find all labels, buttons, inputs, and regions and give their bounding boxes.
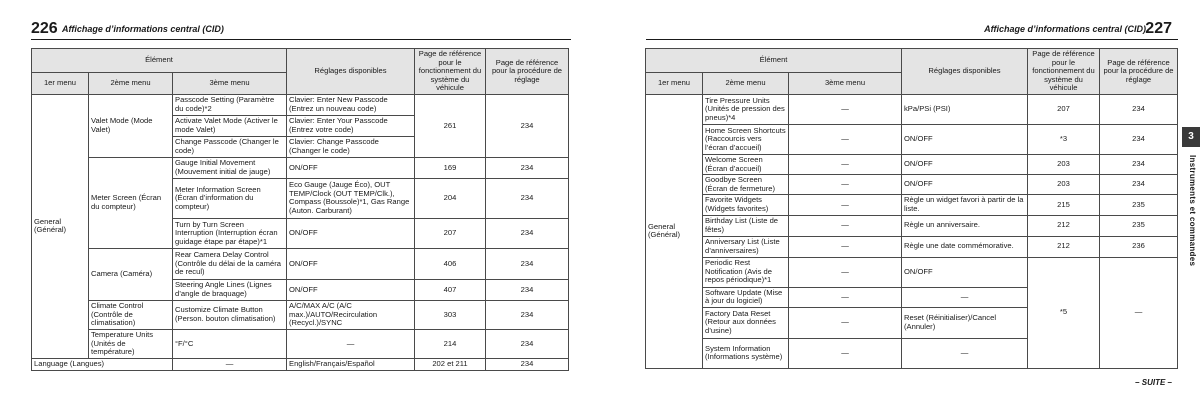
proc-cell: 235	[1100, 215, 1178, 236]
table-row	[646, 195, 1178, 215]
right-page	[600, 0, 1200, 402]
settings-cell: —	[287, 329, 415, 358]
menu2-cell: Camera (Caméra)	[89, 248, 173, 300]
ref-cell: 203	[1028, 175, 1100, 195]
ref-procedure-header: Page de référence pour la procédure de réglage	[486, 49, 569, 95]
menu3-cell: Activate Valet Mode (Activer le mode Valet)	[173, 115, 287, 136]
menu3-cell: Meter Information Screen (Écran d’information du compteur)	[173, 178, 287, 218]
menu3-header: 3ème menu	[173, 72, 287, 94]
ref-cell: 215	[1028, 195, 1100, 215]
element-header: Élément	[646, 49, 902, 73]
menu3-cell: —	[789, 154, 902, 174]
menu1-cell: General (Général)	[646, 94, 703, 368]
menu1-header: 1er menu	[646, 72, 703, 94]
proc-cell: 234	[486, 329, 569, 358]
menu2-cell: System Information (Informations système)	[703, 338, 789, 368]
menu1-header: 1er menu	[32, 72, 89, 94]
menu3-cell: —	[173, 358, 287, 370]
settings-cell: Clavier: Enter Your Passcode (Entrez votre code)	[287, 115, 415, 136]
proc-cell: 234	[1100, 124, 1178, 154]
table-row	[32, 94, 569, 115]
settings-cell: Eco Gauge (Jauge Éco), OUT TEMP/Clock (OUT TEMP/Clk.), Compass (Boussole)*1, Gas Range (Auton. Carburant)	[287, 178, 415, 218]
menu3-cell: —	[789, 175, 902, 195]
table-row	[646, 124, 1178, 154]
proc-cell: 234	[486, 248, 569, 279]
ref-cell: 207	[1028, 94, 1100, 124]
menu2-cell: Tire Pressure Units (Unités de pression des pneus)*4	[703, 94, 789, 124]
menu3-cell: —	[789, 257, 902, 287]
right-header-rule	[646, 39, 1178, 40]
settings-cell: Clavier: Enter New Passcode (Entrez un nouveau code)	[287, 94, 415, 115]
menu3-cell: Steering Angle Lines (Lignes d’angle de braquage)	[173, 279, 287, 300]
table-row	[32, 358, 569, 370]
proc-cell: —	[1100, 257, 1178, 368]
ref-function-header: Page de référence pour le fonctionnement du système du véhicule	[415, 49, 486, 95]
menu2-cell: Factory Data Reset (Retour aux données d’usine)	[703, 307, 789, 338]
ref-cell: 406	[415, 248, 486, 279]
ref-cell: 169	[415, 157, 486, 178]
proc-cell: 234	[486, 218, 569, 248]
proc-cell: 234	[486, 178, 569, 218]
ref-cell: 202 et 211	[415, 358, 486, 370]
menu2-cell: Favorite Widgets (Widgets favorites)	[703, 195, 789, 215]
menu3-cell: —	[789, 236, 902, 257]
chapter-label: Instruments et commandes	[1188, 155, 1197, 267]
settings-cell: ON/OFF	[287, 218, 415, 248]
ref-cell: 207	[415, 218, 486, 248]
menu3-cell: —	[789, 195, 902, 215]
proc-cell: 235	[1100, 195, 1178, 215]
menu3-cell: —	[789, 215, 902, 236]
right-page-header	[600, 20, 1200, 38]
menu2-cell: Climate Control (Contrôle de climatisation)	[89, 300, 173, 329]
ref-cell: 203	[1028, 154, 1100, 174]
menu2-cell: Home Screen Shortcuts (Raccourcis vers l’écran d’accueil)	[703, 124, 789, 154]
menu3-cell: —	[789, 307, 902, 338]
settings-cell: ON/OFF	[902, 257, 1028, 287]
table-row	[646, 154, 1178, 174]
ref-cell: 214	[415, 329, 486, 358]
menu2-cell: Anniversary List (Liste d’anniversaires)	[703, 236, 789, 257]
table-row	[32, 157, 569, 178]
table-row	[646, 257, 1178, 287]
menu3-cell: Rear Camera Delay Control (Contrôle du délai de la caméra de recul)	[173, 248, 287, 279]
menu2-cell: Goodbye Screen (Écran de fermeture)	[703, 175, 789, 195]
settings-cell: ON/OFF	[902, 124, 1028, 154]
menu2-header: 2ème menu	[703, 72, 789, 94]
menu3-header: 3ème menu	[789, 72, 902, 94]
menu2-cell: Meter Screen (Écran du compteur)	[89, 157, 173, 248]
table-row	[646, 236, 1178, 257]
left-page-header	[0, 20, 600, 38]
ref-cell: 212	[1028, 236, 1100, 257]
menu2-cell: Birthday List (Liste de fêtes)	[703, 215, 789, 236]
settings-cell: —	[902, 287, 1028, 307]
settings-cell: Règle un anniversaire.	[902, 215, 1028, 236]
right-page-header-title: Affichage d’informations central (CID)	[984, 24, 1146, 34]
settings-header: Réglages disponibles	[287, 49, 415, 95]
ref-cell: 212	[1028, 215, 1100, 236]
menu2-cell: Welcome Screen (Écran d’accueil)	[703, 154, 789, 174]
proc-cell: 234	[486, 157, 569, 178]
right-settings-table	[645, 48, 1178, 369]
settings-cell: ON/OFF	[287, 279, 415, 300]
proc-cell: 234	[486, 300, 569, 329]
menu3-cell: °F/°C	[173, 329, 287, 358]
settings-cell: kPa/PSi (PSI)	[902, 94, 1028, 124]
settings-cell: Reset (Réinitialiser)/Cancel (Annuler)	[902, 307, 1028, 338]
left-page-number: 226	[31, 20, 58, 37]
proc-cell: 236	[1100, 236, 1178, 257]
chapter-tab: 3	[1182, 127, 1200, 147]
table-row	[646, 175, 1178, 195]
table-row	[32, 300, 569, 329]
menu3-cell: Gauge Initial Movement (Mouvement initial de jauge)	[173, 157, 287, 178]
menu3-cell: Customize Climate Button (Person. bouton climatisation)	[173, 300, 287, 329]
menu2-cell: Valet Mode (Mode Valet)	[89, 94, 173, 157]
menu2-cell: Periodic Rest Notification (Avis de repos périodique)*1	[703, 257, 789, 287]
settings-header: Réglages disponibles	[902, 49, 1028, 95]
settings-cell: ON/OFF	[902, 154, 1028, 174]
ref-procedure-header: Page de référence pour la procédure de réglage	[1100, 49, 1178, 95]
settings-cell: ON/OFF	[287, 157, 415, 178]
ref-cell: 261	[415, 94, 486, 157]
table-row	[32, 248, 569, 279]
table-row	[646, 94, 1178, 124]
right-page-number: 227	[1145, 20, 1172, 37]
proc-cell: 234	[486, 358, 569, 370]
continued-footer: – SUITE –	[1135, 378, 1172, 387]
settings-cell: Règle une date commémorative.	[902, 236, 1028, 257]
proc-cell: 234	[1100, 175, 1178, 195]
ref-cell: 204	[415, 178, 486, 218]
ref-cell: 303	[415, 300, 486, 329]
menu3-cell: Change Passcode (Changer le code)	[173, 136, 287, 157]
ref-cell: 407	[415, 279, 486, 300]
left-header-rule	[31, 39, 571, 40]
settings-cell: ON/OFF	[287, 248, 415, 279]
menu2-cell: Temperature Units (Unités de température)	[89, 329, 173, 358]
table-row	[32, 329, 569, 358]
table-row	[646, 215, 1178, 236]
menu2-cell: Software Update (Mise à jour du logiciel)	[703, 287, 789, 307]
ref-function-header: Page de référence pour le fonctionnement du système du véhicule	[1028, 49, 1100, 95]
menu3-cell: —	[789, 338, 902, 368]
menu3-cell: Turn by Turn Screen Interruption (Interruption écran guidage étape par étape)*1	[173, 218, 287, 248]
menu2-header: 2ème menu	[89, 72, 173, 94]
ref-cell: *5	[1028, 257, 1100, 368]
left-settings-table	[31, 48, 569, 371]
settings-cell: English/Français/Español	[287, 358, 415, 370]
proc-cell: 234	[1100, 154, 1178, 174]
left-page-header-title: Affichage d’informations central (CID)	[62, 24, 224, 34]
proc-cell: 234	[486, 94, 569, 157]
settings-cell: Clavier: Change Passcode (Changer le code)	[287, 136, 415, 157]
menu3-cell: —	[789, 124, 902, 154]
settings-cell: —	[902, 338, 1028, 368]
proc-cell: 234	[1100, 94, 1178, 124]
menu3-cell: —	[789, 287, 902, 307]
menu3-cell: Passcode Setting (Paramètre du code)*2	[173, 94, 287, 115]
settings-cell: Règle un widget favori à partir de la liste.	[902, 195, 1028, 215]
proc-cell: 234	[486, 279, 569, 300]
menu3-cell: —	[789, 94, 902, 124]
menu1-cell: General (Général)	[32, 94, 89, 358]
menu1-cell: Language (Langues)	[32, 358, 173, 370]
settings-cell: A/C/MAX A/C (A/C max.)/AUTO/Recirculation (Recycl.)/SYNC	[287, 300, 415, 329]
settings-cell: ON/OFF	[902, 175, 1028, 195]
element-header: Élément	[32, 49, 287, 73]
ref-cell: *3	[1028, 124, 1100, 154]
